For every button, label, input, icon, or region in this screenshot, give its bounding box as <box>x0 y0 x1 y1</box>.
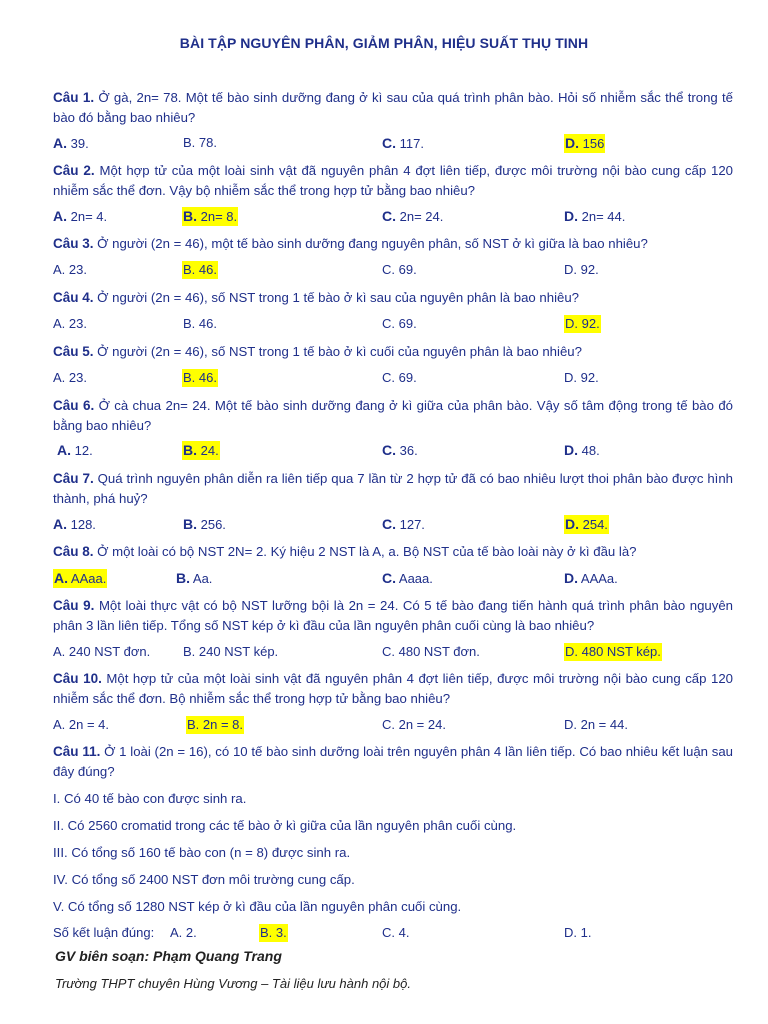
question-text: Một hợp tử của một loài sinh vật đã nguyên phân 4 đợt liên tiếp, được môi trường nội bào cung cấp 120 nhiễm sắc thể đơn. Vậy bộ nhiễm sắc thể trong hợp tử bằng bao nhiêu? <box>53 163 733 198</box>
option-d-answer: D. 254. <box>565 516 608 532</box>
question-label: Câu 4. <box>53 290 94 305</box>
question-label: Câu 3. <box>53 236 94 251</box>
question-label: Câu 2. <box>53 163 95 178</box>
author-line: GV biên soạn: Phạm Quang Trang <box>55 948 282 964</box>
option-d: D. 48. <box>564 442 600 458</box>
question-text: Một loài thực vật có bộ NST lưỡng bội là 2n = 24. Có 5 tế bào đang tiến hành quá trình phân bào nguyên phân 3 lần liên tiếp. Tổng số NST kép ở kì đầu của lần nguyên phân cuối cùng là bao nhiêu? <box>53 598 734 633</box>
options-7 <box>0 515 768 535</box>
option-a: A. 2n= 4. <box>53 208 108 224</box>
options-5 <box>0 369 768 389</box>
option-c: C. 69. <box>382 370 417 385</box>
option-a: A. 23. <box>53 370 87 385</box>
question-text: Ở người (2n = 46), số NST trong 1 tế bào ở kì sau của nguyên phân là bao nhiêu? <box>93 290 580 305</box>
option-b-answer: B. 2n= 8. <box>183 208 238 224</box>
option-c: C. 117. <box>382 135 424 151</box>
option-d: D. 92. <box>564 370 599 385</box>
question-3 <box>53 234 733 254</box>
page-title: BÀI TẬP NGUYÊN PHÂN, GIẢM PHÂN, HIỆU SUẤT THỤ TINH <box>179 35 589 51</box>
option-d: D. 2n= 44. <box>564 208 626 224</box>
question-9 <box>53 596 733 636</box>
question-text: Ở người (2n = 46), một tế bào sinh dưỡng đang nguyên phân, số NST ở kì giữa là bao nhiêu? <box>93 236 648 251</box>
option-d: D. 1. <box>564 925 592 940</box>
question-label: Câu 9. <box>53 598 95 613</box>
option-c: C. 69. <box>382 262 417 277</box>
option-a: A. 128. <box>53 516 96 532</box>
question-2 <box>53 161 733 201</box>
option-a: A. 39. <box>53 135 89 151</box>
options-11 <box>0 924 768 944</box>
question-text: Ở người (2n = 46), số NST trong 1 tế bào ở kì cuối của nguyên phân là bao nhiêu? <box>93 344 582 359</box>
option-b: B. 46. <box>183 316 217 331</box>
option-d-answer: D. 156 <box>565 135 605 151</box>
option-d-answer: D. 480 NST kép. <box>565 644 661 659</box>
question-label: Câu 7. <box>53 471 94 486</box>
question-5 <box>53 342 733 362</box>
options-6 <box>0 441 768 461</box>
option-c: C. 69. <box>382 316 417 331</box>
question-label: Câu 10. <box>53 671 102 686</box>
option-a: A. 2. <box>170 925 197 940</box>
option-b: B. 240 NST kép. <box>183 644 279 659</box>
option-b: B. Aa. <box>176 570 213 586</box>
question-text: Ở một loài có bộ NST 2N= 2. Ký hiệu 2 NST là A, a. Bộ NST của tế bào loài này ở kì đầu là? <box>93 544 637 559</box>
option-c: C. 36. <box>382 442 418 458</box>
option-b-answer: B. 46. <box>183 370 217 385</box>
option-b-answer: B. 46. <box>183 262 217 277</box>
question-7 <box>53 469 733 509</box>
option-d: D. 92. <box>564 262 599 277</box>
question-11 <box>53 742 733 782</box>
question-8 <box>53 542 733 562</box>
statement-1: I. Có 40 tế bào con được sinh ra. <box>53 791 247 806</box>
question-text: Ở cà chua 2n= 24. Một tế bào sinh dưỡng đang ở kì giữa của phân bào. Vậy số tâm động trong tế bào đó bằng bao nhiêu? <box>53 398 733 433</box>
option-a: A. 23. <box>53 316 87 331</box>
question-6 <box>53 396 733 436</box>
question-text: Quá trình nguyên phân diễn ra liên tiếp qua 7 lần từ 2 hợp tử đã có bao nhiêu lượt thoi phân bào được hình thành, phá huỷ? <box>53 471 733 506</box>
option-c: C. 4. <box>382 925 410 940</box>
question-label: Câu 11. <box>53 744 101 759</box>
question-1 <box>53 88 733 128</box>
option-c: C. 480 NST đơn. <box>382 644 480 659</box>
question-label: Câu 8. <box>53 544 94 559</box>
question-label: Câu 1. <box>53 90 95 105</box>
question-4 <box>53 288 733 308</box>
question-text: Ở 1 loài (2n = 16), có 10 tế bào sinh dưỡng loài trên nguyên phân 4 lần liên tiếp. Có bao nhiêu kết luận sau đây đúng? <box>53 744 734 779</box>
statement-4: IV. Có tổng số 2400 NST đơn môi trường cung cấp. <box>53 872 355 887</box>
options-4 <box>0 315 768 335</box>
option-b: B. 78. <box>183 135 217 150</box>
statement-2: II. Có 2560 cromatid trong các tế bào ở kì giữa của lần nguyên phân cuối cùng. <box>53 818 517 833</box>
options-10 <box>0 716 768 736</box>
answer-prefix: Số kết luận đúng: <box>53 925 155 940</box>
option-a-answer: A. AAaa. <box>54 570 107 586</box>
option-c: C. Aaaa. <box>382 570 433 586</box>
option-d-answer: D. 92. <box>565 316 600 331</box>
options-8 <box>0 569 768 589</box>
options-2 <box>0 207 768 227</box>
statement-3: III. Có tổng số 160 tế bào con (n = 8) được sinh ra. <box>53 845 351 860</box>
option-a: A. 12. <box>57 442 93 458</box>
option-b-answer: B. 2n = 8. <box>187 717 244 732</box>
option-c: C. 127. <box>382 516 425 532</box>
question-label: Câu 5. <box>53 344 94 359</box>
option-b: B. 256. <box>183 516 226 532</box>
options-1 <box>0 134 768 154</box>
options-9 <box>0 643 768 663</box>
option-c: C. 2n= 24. <box>382 208 444 224</box>
question-10 <box>53 669 733 709</box>
option-b-answer: B. 3. <box>260 925 287 940</box>
option-d: D. 2n = 44. <box>564 717 628 732</box>
option-c: C. 2n = 24. <box>382 717 446 732</box>
question-text: Một hợp tử của một loài sinh vật đã nguyên phân 4 đợt liên tiếp, được môi trường nội bào cung cấp 120 nhiễm sắc thể đơn. Bộ nhiễm sắc thể trong hợp tử bằng bao nhiêu? <box>53 671 733 706</box>
options-3 <box>0 261 768 281</box>
option-b-answer: B. 24. <box>183 442 219 458</box>
option-a: A. 23. <box>53 262 87 277</box>
option-a: A. 2n = 4. <box>53 717 110 732</box>
option-d: D. AAAa. <box>564 570 618 586</box>
question-label: Câu 6. <box>53 398 95 413</box>
question-text: Ở gà, 2n= 78. Một tế bào sinh dưỡng đang ở kì sau của quá trình phân bào. Hỏi số nhiễm sắc thể trong tế bào đó bằng bao nhiêu? <box>53 90 733 125</box>
option-a: A. 240 NST đơn. <box>53 644 151 659</box>
footer-note: Trường THPT chuyên Hùng Vương – Tài liệu lưu hành nội bộ. <box>55 976 411 991</box>
statement-5: V. Có tổng số 1280 NST kép ở kì đầu của lần nguyên phân cuối cùng. <box>53 899 462 914</box>
